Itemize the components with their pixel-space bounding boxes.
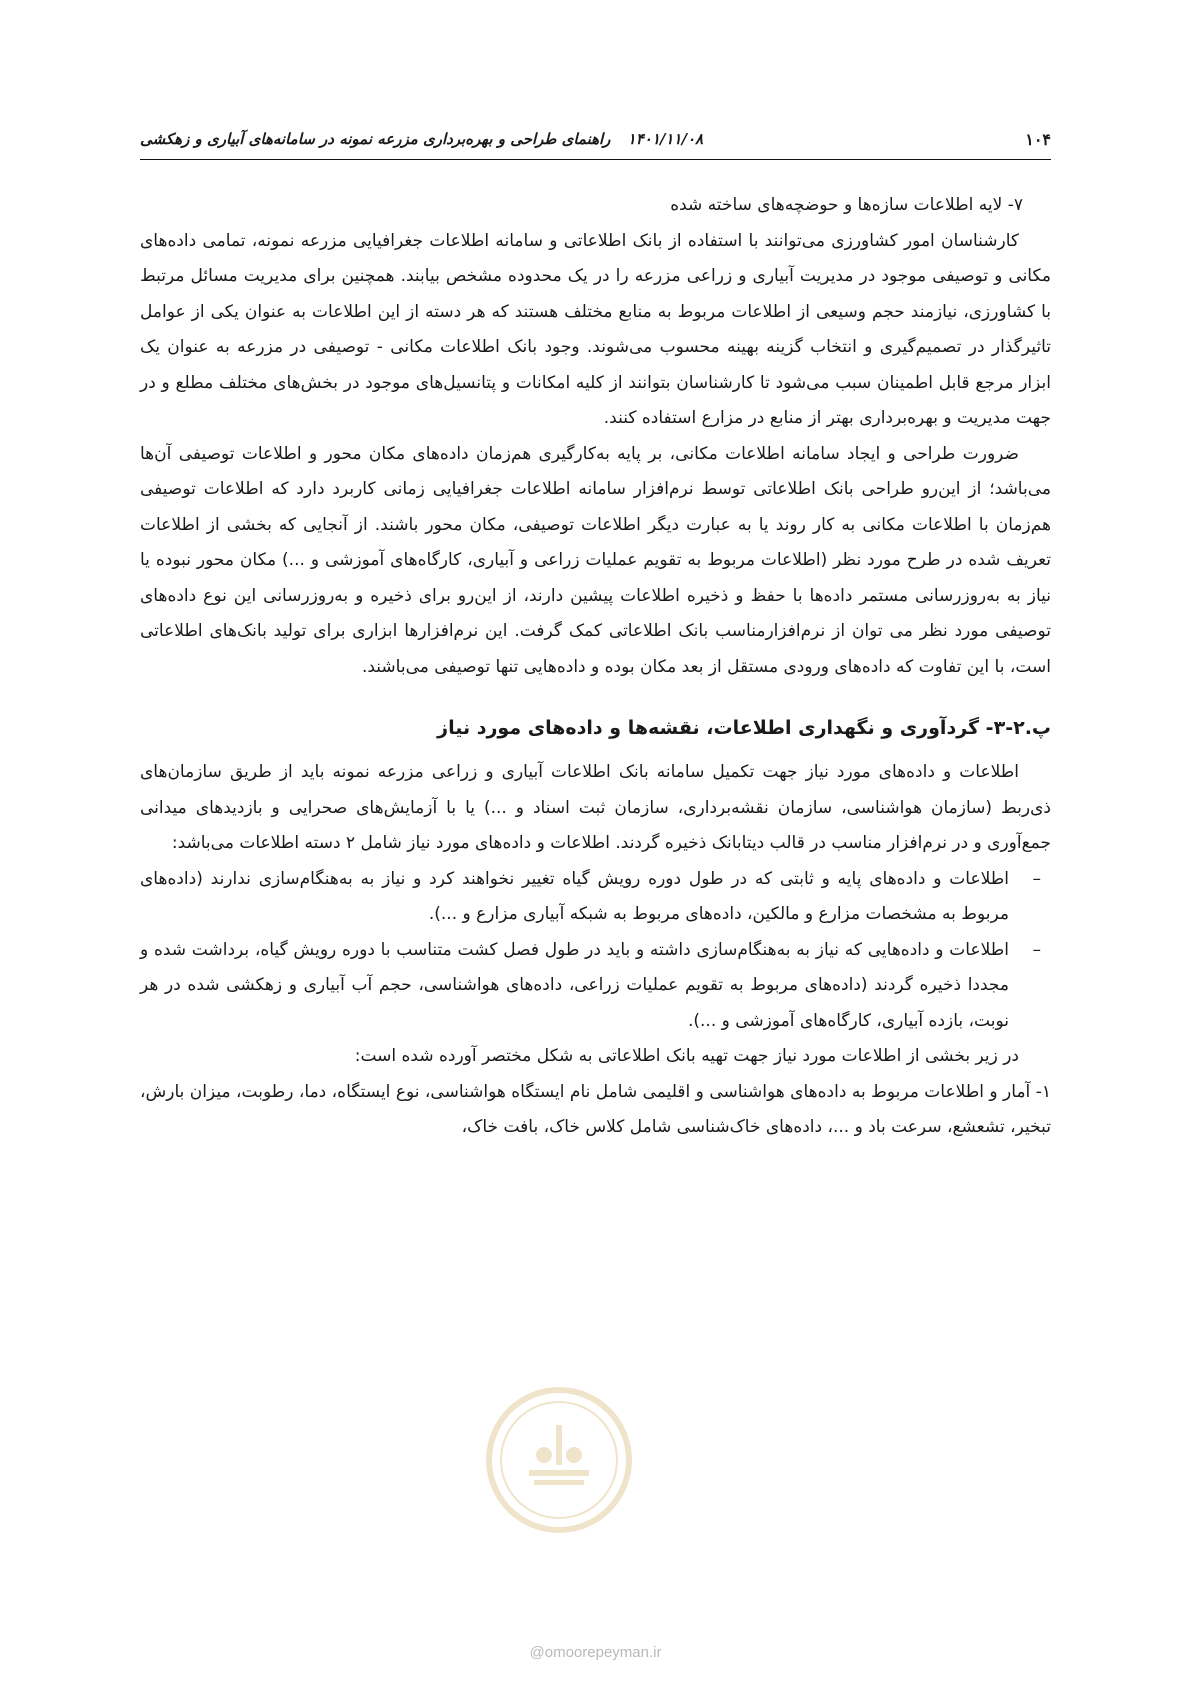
section-heading: پ.۲-۳- گردآوری و نگهداری اطلاعات، نقشه‌ها و داده‌های مورد نیاز	[437, 717, 1051, 739]
bullet-item	[140, 933, 1051, 1040]
running-header	[140, 130, 1051, 158]
header-date: ۱۴۰۱/۱۱/۰۸	[627, 130, 704, 148]
list-item-1: ۱- آمار و اطلاعات مربوط به داده‌های هواشناسی و اقلیمی شامل نام ایستگاه هواشناسی، نوع ایستگاه، دما، رطوبت، میزان بارش، تبخیر، تشعشع، سرعت باد و ...، داده‌های خاک‌شناسی شامل کلاس خاک، بافت خاک،	[140, 1081, 1051, 1137]
watermark-url: @omoorepeyman.ir	[529, 1644, 662, 1661]
paragraph-spatial-database: ضرورت طراحی و ایجاد سامانه اطلاعات مکانی، بر پایه به‌کارگیری هم‌زمان داده‌های مکان محور و اطلاعات توصیفی آن‌ها می‌باشد؛ از این‌رو طراحی بانک اطلاعاتی توسط نرم‌افزار سامانه اطلاعات جغرافیایی زمانی کاربرد دارد که اطلاعات توصیفی هم‌زمان با اطلاعات مکانی به کار روند یا به عبارت دیگر اطلاعات توصیفی، مکان محور باشند. از آنجایی که بخشی از اطلاعات تعریف شده در طرح مورد نظر (اطلاعات مربوط به تقویم عملیات زراعی و آبیاری، کارگاه‌های آموزشی و ...) مکان محور نبوده یا نیاز به به‌روزرسانی مستمر داده‌ها با حفظ و ذخیره اطلاعات پیشین دارند، از این‌رو برای ذخیره و به‌روزرسانی این نوع داده‌های توصیفی مورد نظر می توان از نرم‌افزارمناسب بانک اطلاعاتی کمک گرفت. این نرم‌افزارها ابزاری برای تولید بانک‌های اطلاعاتی است، با این تفاوت که داده‌های ورودی مستقل از بعد مکان بوده و داده‌هایی تنها توصیفی می‌باشند.	[140, 443, 1051, 677]
paragraph-gis-experts: کارشناسان امور کشاورزی می‌توانند با استفاده از بانک اطلاعاتی و سامانه اطلاعات جغرافیایی مزرعه نمونه، تمامی داده‌های مکانی و توصیفی موجود در مدیریت آبیاری و زراعی مزرعه را در یک محدوده مشخص بیابند. همچنین برای مدیریت مسائل مرتبط با کشاورزی، نیازمند حجم وسیعی از اطلاعات مربوط به منابع مختلف هستند که هر دسته از این اطلاعات به عنوان یکی از عوامل تاثیرگذار در تصمیم‌گیری و انتخاب گزینه بهینه محسوب می‌شوند. وجود بانک اطلاعات مکانی - توصیفی در مزرعه به عنوان یک ابزار مرجع قابل اطمینان سبب می‌شود تا کارشناسان بتوانند از کلیه امکانات و پتانسیل‌های موجود در بخش‌های مختلف مطلع و در جهت مدیریت و بهره‌برداری بهتر از منابع در مزارع استفاده کنند.	[140, 230, 1051, 428]
document-body	[140, 188, 1051, 1146]
header-title-block	[140, 130, 703, 148]
bullet-dash: –	[1032, 868, 1041, 889]
bullet-dash: –	[1032, 939, 1041, 960]
list-item-7: ۷- لایه اطلاعات سازه‌ها و حوضچه‌های ساخته شده	[670, 195, 1023, 215]
bullet-text: اطلاعات و داده‌هایی که نیاز به به‌هنگام‌سازی داشته و باید در طول فصل کشت متناسب با دوره رویش گیاه، برداشت شده و مجددا ذخیره گردند (داده‌های مربوط به تقویم عملیات زراعی، داده‌های هواشناسی، حجم آب آبیاری و زهکشی شده در هر نوبت، بازده آبیاری، کارگاه‌های آموزشی و ...).	[140, 939, 1009, 1031]
paragraph-data-collection: اطلاعات و داده‌های مورد نیاز جهت تکمیل سامانه بانک اطلاعات آبیاری و زراعی مزرعه نمونه باید از طریق سازمان‌های ذی‌ربط (سازمان هواشناسی، سازمان نقشه‌برداری، سازمان ثبت اسناد و ...) یا با آزمایش‌های صحرایی و بازدیدهای میدانی جمع‌آوری و در نرم‌افزار مناسب در قالب دیتابانک ذخیره گردند. اطلاعات و داده‌های مورد نیاز شامل ۲ دسته اطلاعات می‌باشد:	[140, 762, 1051, 853]
bullet-item	[140, 862, 1051, 933]
header-rule	[140, 159, 1051, 160]
bullet-text: اطلاعات و داده‌های پایه و ثابتی که در طول دوره رویش گیاه تغییر نخواهند کرد و نیاز به به‌هنگام‌سازی ندارند (داده‌های مربوط به مشخصات مزارع و مالکین، داده‌های مربوط به شبکه آبیاری مزارع و ...).	[140, 868, 1009, 924]
header-title: راهنمای طراحی و بهره‌برداری مزرعه نمونه در سامانه‌های آبیاری و زهکشی	[140, 130, 611, 148]
page-number: ۱۰۴	[1025, 130, 1051, 149]
paragraph-list-intro: در زیر بخشی از اطلاعات مورد نیاز جهت تهیه بانک اطلاعاتی به شکل مختصر آورده شده است:	[354, 1046, 1019, 1066]
watermark-logo-icon	[484, 1385, 634, 1535]
